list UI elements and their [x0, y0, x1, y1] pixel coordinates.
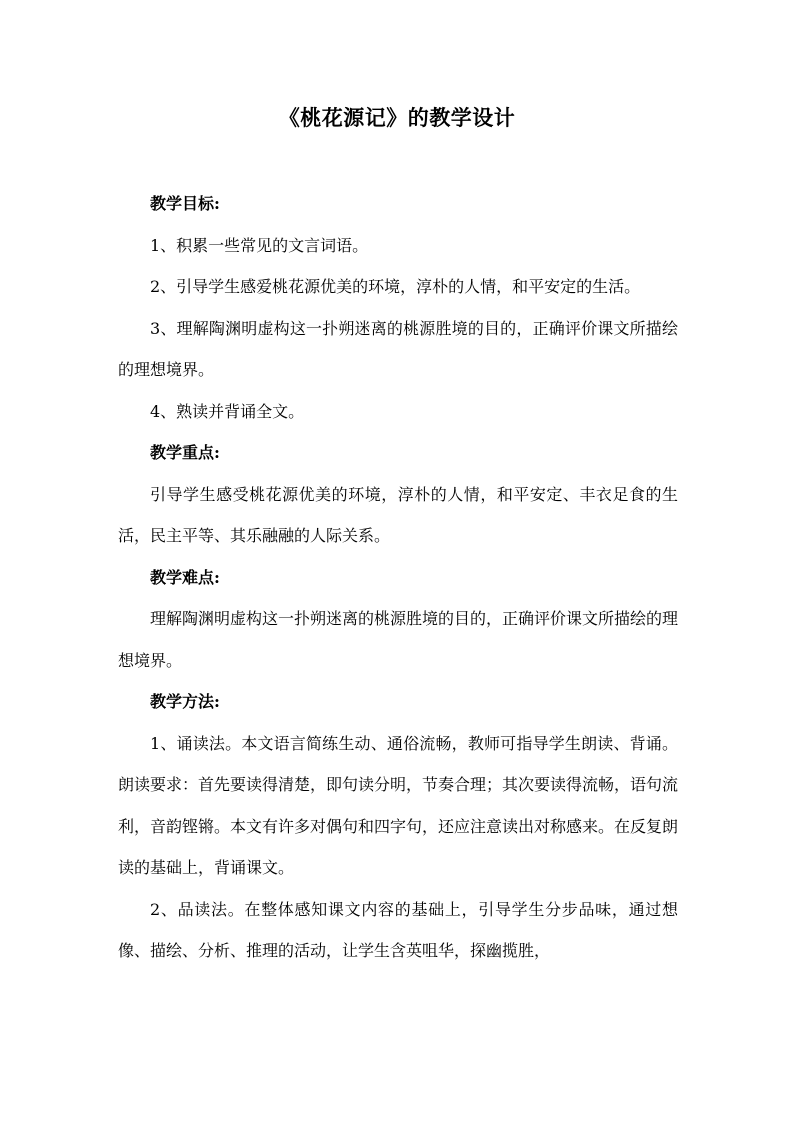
method-item-1: 1、诵读法。本文语言简练生动、通俗流畅，教师可指导学生朗读、背诵。朗读要求：首先要读得清楚，即句读分明，节奏合理；其次要读得流畅，语句流利，音韵铿锵。本文有许多对偶句和四字句，还应注意读出对称感来。在反复朗读的基础上，背诵课文。 — [118, 733, 679, 877]
section-heading-key-points: 教学重点: — [150, 443, 220, 462]
goal-item-1: 1、积累一些常见的文言词语。 — [150, 235, 369, 255]
document-title: 《桃花源记》的教学设计 — [278, 105, 516, 130]
goal-item-2: 2、引导学生感爱桃花源优美的环境，淳朴的人情，和平安定的生活。 — [150, 277, 641, 296]
method-item-2: 2、品读法。在整体感知课文内容的基础上，引导学生分步品味，通过想像、描绘、分析、推理的活动，让学生含英咀华，探幽揽胜， — [118, 899, 678, 960]
section-heading-methods: 教学方法: — [150, 692, 220, 711]
section-heading-difficulties: 教学难点: — [150, 567, 220, 587]
section-heading-goals: 教学目标: — [150, 194, 220, 213]
difficulties-text: 理解陶渊明虚构这一扑朔迷离的桃源胜境的目的，正确评价课文所描绘的理想境界。 — [118, 609, 679, 670]
document-body — [118, 183, 678, 972]
goal-item-3: 3、理解陶渊明虚构这一扑朔迷离的桃源胜境的目的，正确评价课文所描绘的理想境界。 — [118, 318, 678, 379]
key-points-text: 引导学生感受桃花源优美的环境，淳朴的人情，和平安定、丰衣足食的生活，民主平等、其乐融融的人际关系。 — [118, 484, 678, 545]
goal-item-4: 4、熟读并背诵全文。 — [150, 401, 305, 421]
